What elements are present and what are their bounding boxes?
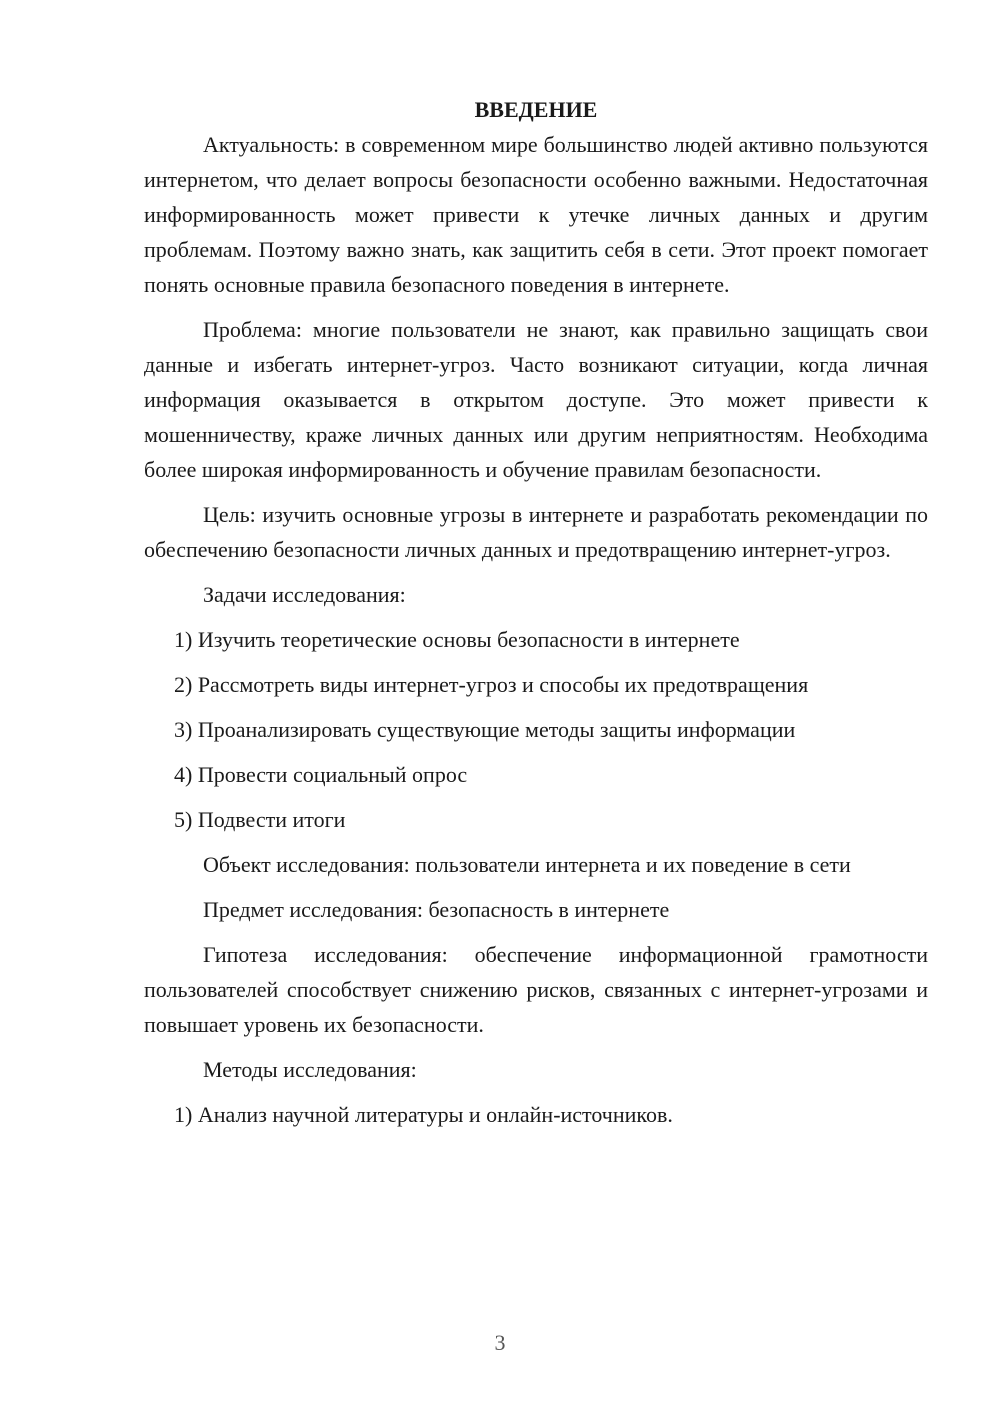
methods-heading: Методы исследования: bbox=[203, 1057, 417, 1082]
task-item: 1) Изучить теоретические основы безопасности в интернете bbox=[174, 627, 740, 652]
hypothesis-paragraph: Гипотеза исследования: обеспечение информационной грамотности пользователей способствует снижению рисков, связанных с интернет-угрозами и повышает уровень их безопасности. bbox=[144, 942, 928, 1037]
section-title: ВВЕДЕНИЕ bbox=[474, 97, 598, 122]
goal-paragraph: Цель: изучить основные угрозы в интернете и разработать рекомендации по обеспечению безопасности личных данных и предотвращению интернет-угроз. bbox=[144, 502, 928, 562]
task-item: 5) Подвести итоги bbox=[174, 807, 346, 832]
problem-paragraph: Проблема: многие пользователи не знают, как правильно защищать свои данные и избегать интернет-угроз. Часто возникают ситуации, когда личная информация оказывается в открытом доступе. Это может привести к мошенничеству, краже личных данных или другим неприятностям. Необходима более широкая информированность и обучение правилам безопасности. bbox=[144, 317, 928, 482]
object-paragraph: Объект исследования: пользователи интернета и их поведение в сети bbox=[203, 852, 851, 877]
page-number: 3 bbox=[494, 1330, 506, 1355]
subject-paragraph: Предмет исследования: безопасность в интернете bbox=[203, 897, 670, 922]
method-item: 1) Анализ научной литературы и онлайн-источников. bbox=[174, 1102, 673, 1127]
task-item: 4) Провести социальный опрос bbox=[174, 762, 468, 787]
relevance-paragraph: Актуальность: в современном мире большинство людей активно пользуются интернетом, что делает вопросы безопасности особенно важными. Недостаточная информированность может привести к утечке личных данных и другим проблемам. Поэтому важно знать, как защитить себя в сети. Этот проект помогает понять основные правила безопасного поведения в интернете. bbox=[144, 132, 928, 297]
task-item: 3) Проанализировать существующие методы защиты информации bbox=[174, 717, 796, 742]
task-item: 2) Рассмотреть виды интернет-угроз и способы их предотвращения bbox=[174, 672, 809, 697]
document-page bbox=[144, 92, 928, 1142]
tasks-heading: Задачи исследования: bbox=[203, 582, 406, 607]
